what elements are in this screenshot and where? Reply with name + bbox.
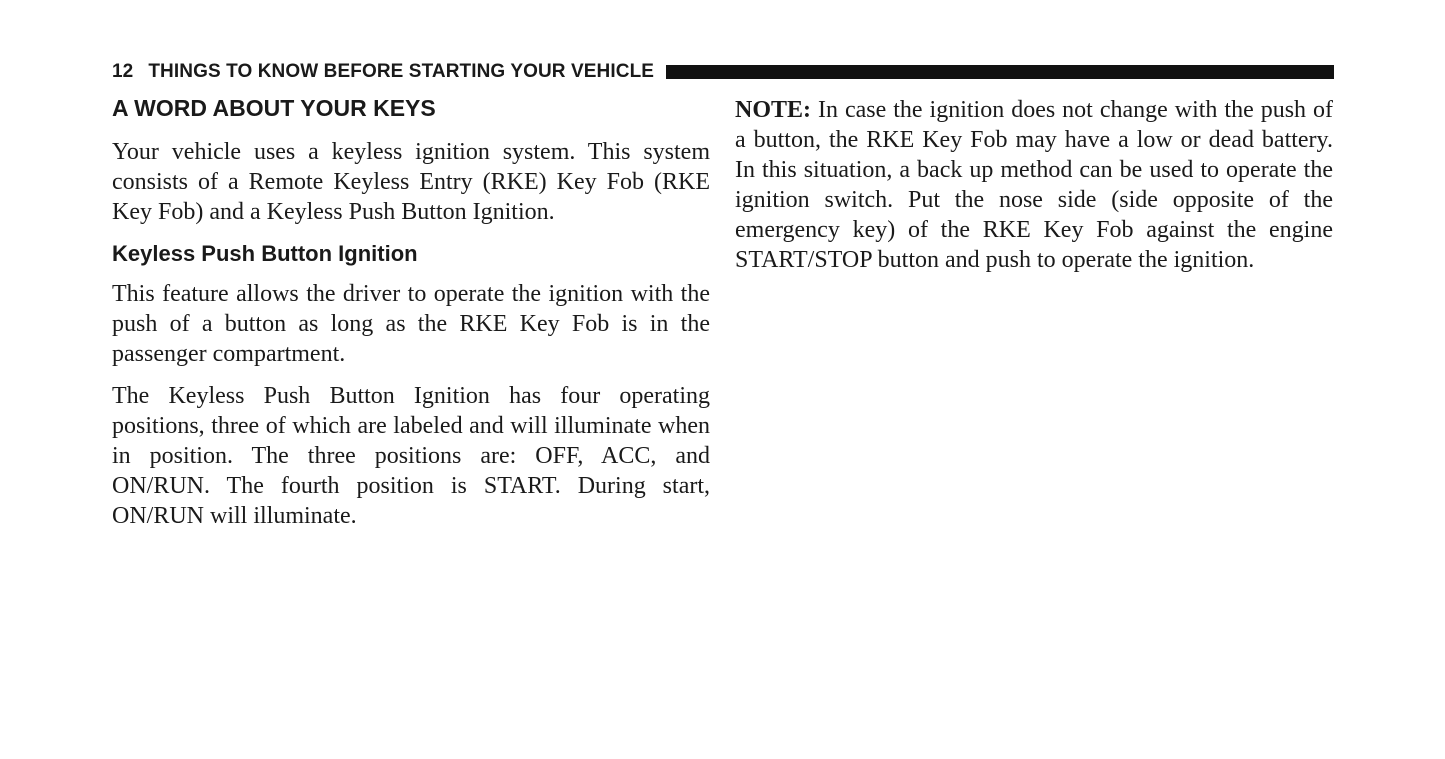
intro-paragraph: Your vehicle uses a keyless ignition system. This system consists of a Remote Keyless Entry (RKE) Key Fob (RKE Key Fob) and a Keyless Push Button Ignition. <box>112 139 710 225</box>
note-paragraph <box>735 95 1333 275</box>
feature-paragraph: This feature allows the driver to operate the ignition with the push of a button as long as the RKE Key Fob is in the passenger compartment. <box>112 281 710 367</box>
page-number: 12 <box>112 61 134 82</box>
positions-paragraph: The Keyless Push Button Ignition has four operating positions, three of which are labeled and will illuminate when in position. The three positions are: OFF, ACC, and ON/RUN. The fourth position is START. During start, ON/RUN will illuminate. <box>112 383 710 529</box>
right-column <box>735 93 1333 287</box>
header-rule-bar <box>666 65 1334 79</box>
note-label: NOTE: <box>735 97 812 123</box>
running-header <box>112 60 1334 84</box>
subsection-heading: Keyless Push Button Ignition <box>112 241 418 266</box>
note-text: In case the ignition does not change with the push of a button, the RKE Key Fob may have a low or dead battery. In this situation, a back up method can be used to operate the ignition switch. Put the nose side (side opposite of the emergency key) of the RKE Key Fob against the engine START/STOP button and push to operate the ignition. <box>735 97 1334 273</box>
section-heading: A WORD ABOUT YOUR KEYS <box>112 95 436 121</box>
left-column <box>112 93 710 543</box>
chapter-title: THINGS TO KNOW BEFORE STARTING YOUR VEHICLE <box>148 61 655 82</box>
